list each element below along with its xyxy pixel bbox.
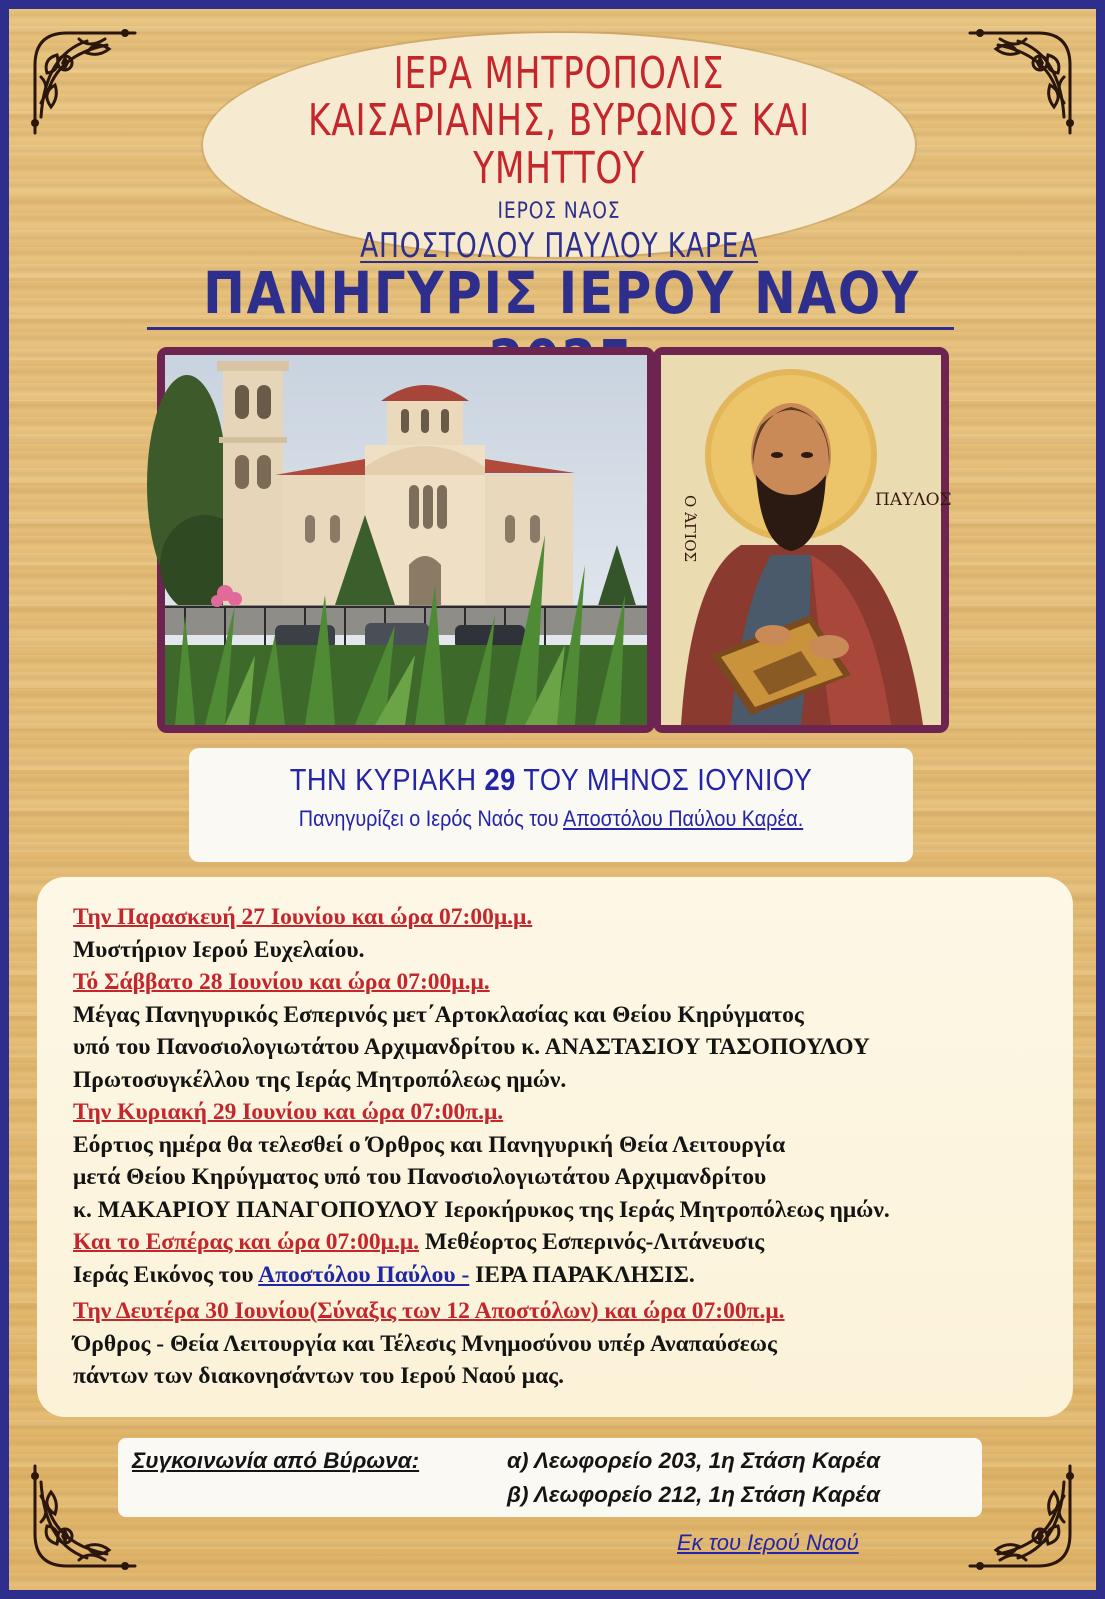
monday-heading: Την Δευτέρα 30 Ιουνίου(Σύναξις των 12 Αποστόλων) και ώρα 07:00π.μ. — [73, 1298, 785, 1324]
saint-icon-illustration — [661, 355, 952, 725]
metropolis-line-2: ΚΑΙΣΑΡΙΑΝΗΣ, ΒΥΡΩΝΟΣ ΚΑΙ ΥΜΗΤΤΟΥ — [307, 95, 811, 194]
monday-line-2: πάντων των διακονησάντων του Ιερού Ναού μας. — [73, 1363, 564, 1389]
saturday-line-2: υπό του Πανοσιολογιωτάτου Αρχιμανδρίτου κ. ΑΝΑΣΤΑΣΙΟΥ ΤΑΣΟΠΟΥΛΟΥ — [73, 1034, 870, 1060]
transport-route-a: α) Λεωφορείο 203, 1η Στάση Καρέα — [507, 1448, 881, 1473]
transport-box — [118, 1438, 982, 1517]
transport-label: Συγκοινωνία από Βύρωνα: — [132, 1448, 420, 1473]
church-photo — [157, 347, 655, 733]
feast-subtitle-text: Πανηγυρίζει ο Ιερός Ναός του — [298, 806, 559, 831]
saturday-heading: Τό Σάββατο 28 Ιουνίου και ώρα 07:00μ.μ. — [73, 969, 490, 995]
signature: Εκ του Ιερού Ναού — [677, 1530, 859, 1555]
corner-ornament-icon — [963, 25, 1078, 140]
feast-date-pre: ΤΗΝ ΚΥΡΙΑΚΗ — [289, 762, 477, 797]
title-underline — [147, 327, 954, 330]
church-name: ΑΠΟΣΤΟΛΟΥ ΠΑΥΛΟΥ ΚΑΡΕΑ — [360, 226, 758, 266]
sunday-heading: Την Κυριακή 29 Ιουνίου και ώρα 07:00π.μ. — [73, 1099, 504, 1125]
feast-day-number: 29 — [484, 762, 516, 797]
saturday-line-3: Πρωτοσυγκέλλου της Ιεράς Μητροπόλεως ημών. — [73, 1066, 567, 1093]
feast-date — [232, 762, 869, 798]
icon-inscription-left: Ο ΆΓΙΟΣ — [681, 495, 699, 563]
icon-inscription-right: ΠΑΥΛΟΣ — [875, 490, 952, 510]
sunday-line-3: κ. ΜΑΚΑΡΙΟΥ ΠΑΝΑΓΟΠΟΥΛΟΥ Ιεροκήρυκος της Ιεράς Μητροπόλεως ημών. — [73, 1196, 890, 1223]
friday-heading: Την Παρασκευή 27 Ιουνίου και ώρα 07:00μ.μ. — [73, 904, 533, 930]
transport-route-b: β) Λεωφορείο 212, 1η Στάση Καρέα — [507, 1482, 881, 1507]
feast-subtitle-church: Αποστόλου Παύλου Καρέα. — [563, 806, 804, 831]
header-oval — [203, 33, 915, 266]
sunday-line-1: Εόρτιος ημέρα θα τελεσθεί ο Όρθρος και Πανηγυρική Θεία Λειτουργία — [73, 1131, 786, 1158]
saturday-line-1: Μέγας Πανηγυρικός Εσπερινός μετ΄Αρτοκλασίας και Θείου Κηρύγματος — [73, 1001, 804, 1028]
program-box — [37, 877, 1073, 1417]
church-illustration — [165, 355, 647, 725]
feast-date-post: ΤΟΥ ΜΗΝΟΣ ΙΟΥΝΙΟΥ — [523, 762, 813, 797]
evening-line-1 — [73, 1226, 1073, 1259]
friday-line-1: Μυστήριον Ιερού Ευχελαίου. — [73, 936, 365, 963]
metropolis-line-1: ΙΕΡΑ ΜΗΤΡΟΠΟΛΙΣ — [393, 48, 725, 99]
saint-paul-icon-image — [653, 347, 952, 733]
corner-ornament-icon — [27, 25, 142, 140]
evening-heading: Και το Εσπέρας και ώρα 07:00μ.μ. — [73, 1229, 420, 1255]
evening-text: Μεθέορτος Εσπερινός-Λιτάνευσις — [419, 1229, 765, 1255]
monday-line-1: Όρθρος - Θεία Λειτουργία και Τέλεσις Μνημοσύνου υπέρ Αναπαύσεως — [73, 1330, 777, 1357]
page-title: ΠΑΝΗΓΥΡΙΣ ΙΕΡΟΥ ΝΑΟΥ — [203, 259, 920, 327]
evening-line-2-link: Αποστόλου Παύλου - — [258, 1261, 470, 1288]
church-label: ΙΕΡΟΣ ΝΑΟΣ — [497, 199, 621, 224]
evening-line-2 — [73, 1259, 1073, 1292]
sunday-line-2: μετά Θείου Κηρύγματος υπό του Πανοσιολογιωτάτου Αρχιμανδρίτου — [73, 1164, 767, 1190]
evening-line-2-post: ΙΕΡΑ ΠΑΡΑΚΛΗΣΙΣ. — [469, 1261, 695, 1288]
feast-subtitle — [225, 806, 877, 832]
evening-line-2-pre: Ιεράς Εικόνος του — [73, 1261, 259, 1288]
feast-date-box — [189, 748, 913, 862]
